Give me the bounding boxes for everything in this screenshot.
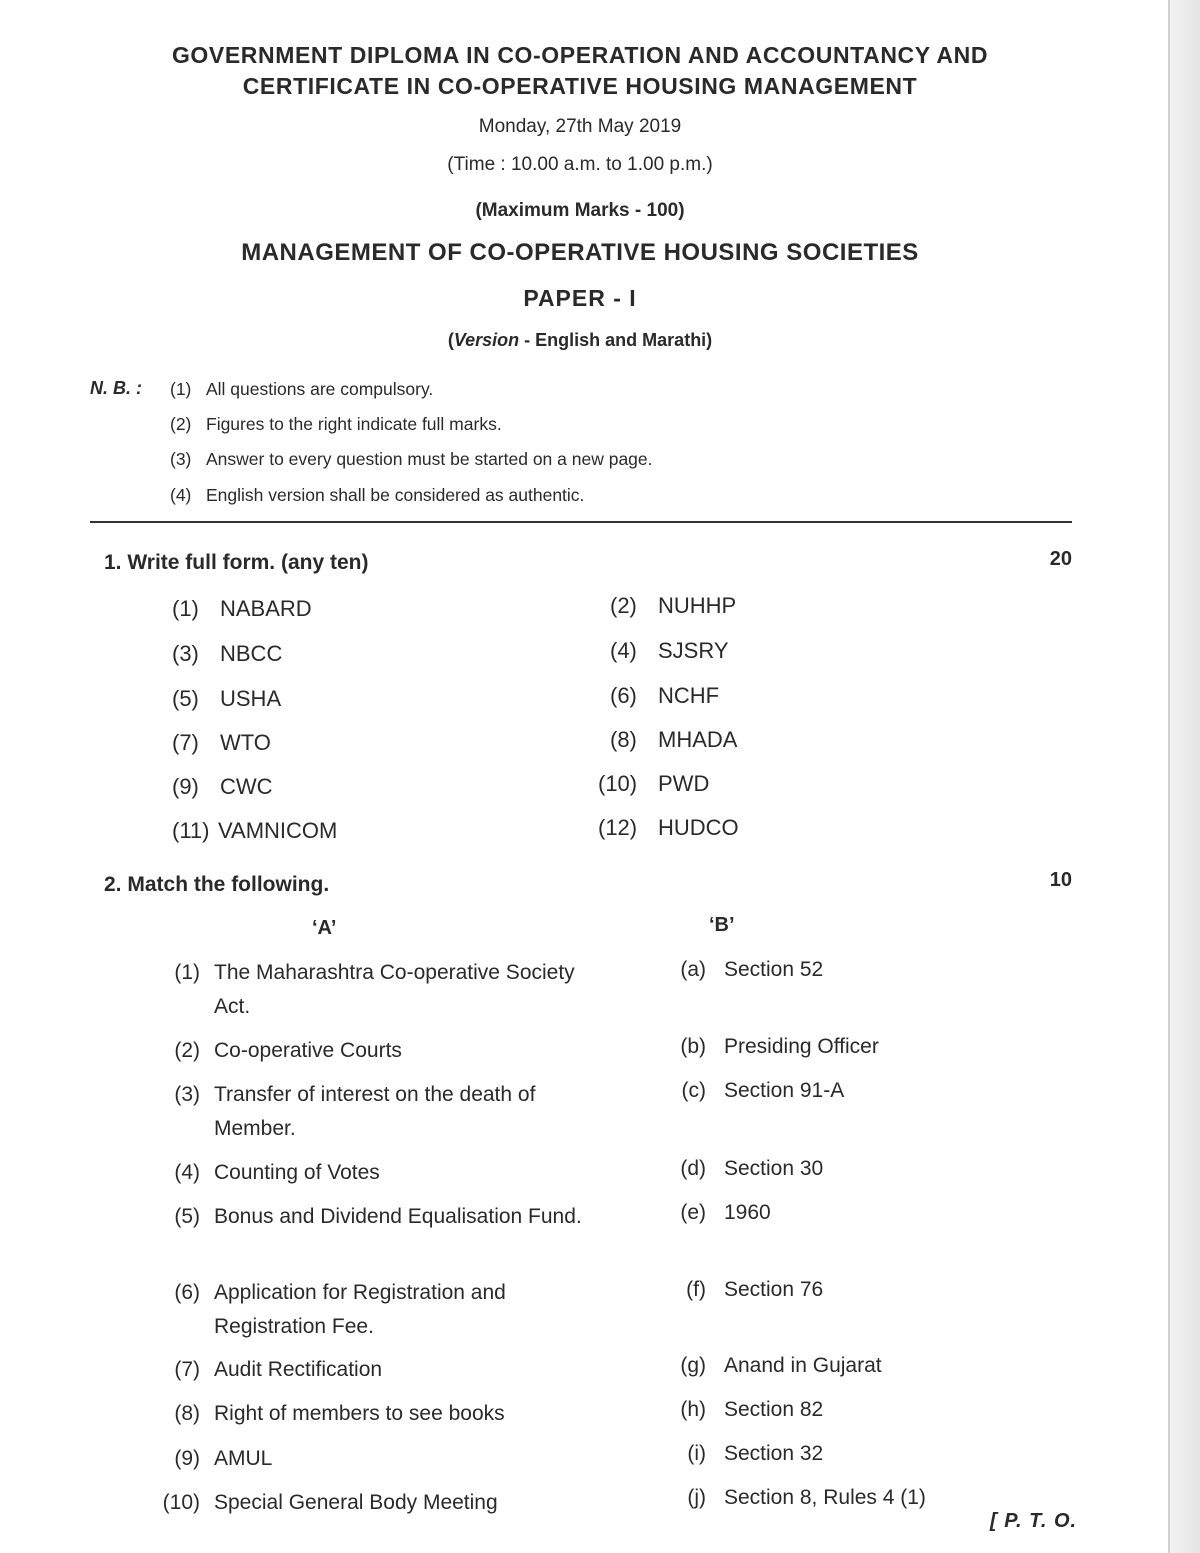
q1-item: (3) NBCC [172,641,283,666]
version-text: - English and Marathi) [519,330,713,350]
nb-label: N. B. : [90,378,142,398]
version-label: Version [453,330,520,350]
q1-item: (1) NABARD [172,596,312,621]
instruction-item: (1) All questions are compulsory. [170,379,434,399]
q1-item: (12) HUDCO [598,815,739,840]
instruction-item: (3) Answer to every question must be started on a new page. [170,449,653,469]
scan-edge-line [1168,0,1170,1553]
subject-title: MANAGEMENT OF CO-OPERATIVE HOUSING SOCIETIES [241,239,919,266]
q1-item: (9) CWC [172,774,273,799]
q1-marks: 20 [1049,548,1072,570]
separator-rule [90,521,1072,523]
instruction-item: (4) English version shall be considered as authentic. [170,485,585,505]
version-note [90,330,1070,351]
q2-marks: 10 [1049,869,1072,891]
scan-edge [1168,0,1200,1553]
version-open: ( [447,330,454,350]
exam-time: (Time : 10.00 a.m. to 1.00 p.m.) [447,154,713,175]
q1-item: (7) WTO [172,730,271,755]
q1-item: (8) MHADA [610,727,738,752]
column-a-heading: ‘A’ [312,917,337,939]
title-line-2: CERTIFICATE IN CO-OPERATIVE HOUSING MANAGEMENT [242,73,918,99]
paper-number: PAPER - I [523,285,637,311]
q1-item: (10) PWD [598,771,710,796]
q1-item: (4) SJSRY [610,638,729,663]
q1-item: (5) USHA [172,686,282,711]
page-turn-over: [ P. T. O. [990,1510,1078,1532]
exam-paper-page: GOVERNMENT DIPLOMA IN CO-OPERATION AND ACCOUNTANCY AND CERTIFICATE IN CO-OPERATIVE HOUSING MANAGEMENT Monday, 27th May 2019 (Time : 10.00 a.m. to 1.00 p.m.) (Maximum Marks - 100) MANAGEMENT OF CO-OPERATIVE HOUSING SOCIETIES PAPER - I (Version - English and Marathi) N. B. : (1) All questions are compulsory. (2) Figures to the right indicate full marks. (3) Answer to every question must be started on a new page. (4) English version shall be considered as authentic. 1. Write full form. (any ten) 20 (1) NABARD (2) NUHHP (3) NBCC (4) SJSRY (5) USHA (6) NCHF (7) WTO (8) MHADA (9) CWC (10) PWD (11) VAMNICOM (12) HUDCO 2. Match the following. 10 ‘A’ ‘B’ (1) The Maharashtra Co-operative Society Act. (2) Co-operative Courts (3) Transfer of interest on the death of Member. (4) Counting of Votes (5) Bonus and Dividend Equalisation Fund. (6) Application for Registration and Registration Fee. (7) Audit Rectification (8) Right of members to see books (9) AMUL (10) Special General Body Meeting (a) Section 52 (b) Presiding Officer (c) Section 91-A (d) Section 30 (e) 1960 (f) Section 76 (g) Anand in Gujarat (h) Section 82 (i) Section 32 (j) Section 8, Rules 4 (1) [ P. T. O. [0,0,1200,1553]
q2-heading: 2. Match the following. [104,873,330,896]
exam-date: Monday, 27th May 2019 [478,116,682,137]
instruction-item: (2) Figures to the right indicate full marks. [170,414,502,434]
max-marks: (Maximum Marks - 100) [475,200,685,221]
title-line-1: GOVERNMENT DIPLOMA IN CO-OPERATION AND ACCOUNTANCY AND [171,42,989,68]
q1-item: (6) NCHF [610,683,720,708]
column-b-heading: ‘B’ [709,914,735,936]
q1-item: (2) NUHHP [610,593,737,618]
q1-heading: 1. Write full form. (any ten) [104,551,369,574]
q1-item: (11) VAMNICOM [172,818,338,843]
